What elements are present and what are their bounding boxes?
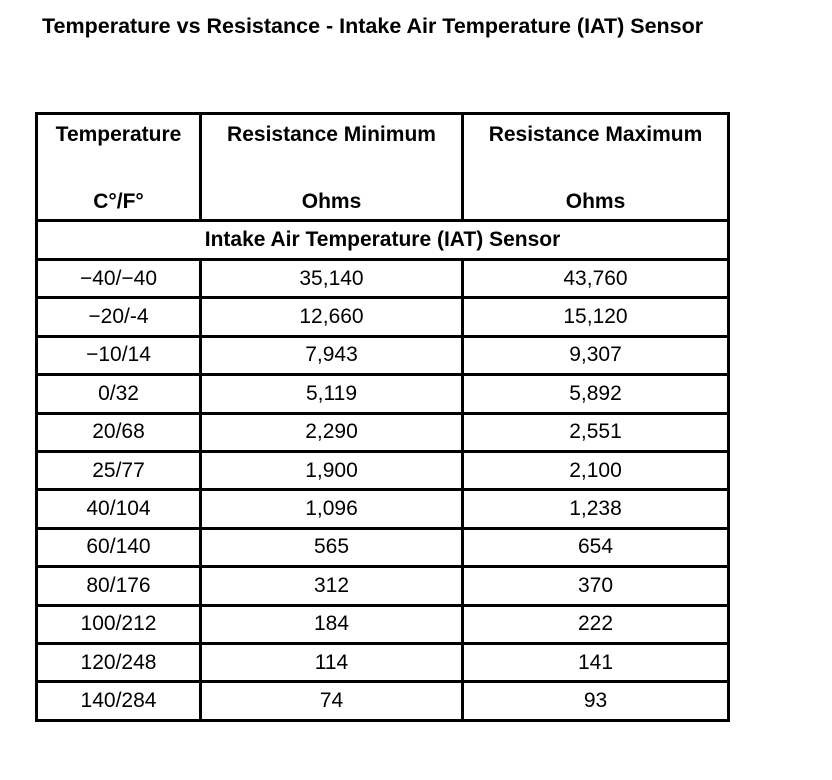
- table-row: [37, 260, 729, 298]
- resistance-max-cell: 5,892: [463, 375, 729, 413]
- table-row: [37, 413, 729, 451]
- temperature-cell: 80/176: [37, 567, 201, 605]
- temperature-cell: −40/−40: [37, 260, 201, 298]
- resistance-min-cell: 74: [201, 682, 463, 720]
- header-temperature-label: Temperature: [55, 123, 182, 146]
- resistance-min-cell: 565: [201, 528, 463, 566]
- resistance-min-cell: 35,140: [201, 260, 463, 298]
- resistance-max-cell: 141: [463, 643, 729, 681]
- table-row: [37, 375, 729, 413]
- resistance-max-cell: 93: [463, 682, 729, 720]
- table-row: [37, 567, 729, 605]
- table-row: [37, 490, 729, 528]
- table-row: [37, 643, 729, 681]
- header-resistance-max: [463, 114, 729, 221]
- resistance-max-cell: 654: [463, 528, 729, 566]
- temperature-cell: 100/212: [37, 605, 201, 643]
- header-temperature-unit: C°/F°: [93, 190, 144, 213]
- resistance-max-cell: 15,120: [463, 298, 729, 336]
- table-row: [37, 298, 729, 336]
- table-row: [37, 605, 729, 643]
- resistance-max-cell: 222: [463, 605, 729, 643]
- resistance-min-cell: 114: [201, 643, 463, 681]
- resistance-min-cell: 184: [201, 605, 463, 643]
- table-row: [37, 528, 729, 566]
- resistance-min-cell: 12,660: [201, 298, 463, 336]
- table-row: [37, 682, 729, 720]
- header-resistance-min-label: Resistance Minimum: [227, 123, 436, 146]
- resistance-min-cell: 312: [201, 567, 463, 605]
- resistance-max-cell: 9,307: [463, 336, 729, 374]
- resistance-max-cell: 370: [463, 567, 729, 605]
- resistance-min-cell: 5,119: [201, 375, 463, 413]
- resistance-table: [35, 112, 730, 722]
- header-resistance-max-unit: Ohms: [565, 190, 626, 213]
- document-title: Temperature vs Resistance - Intake Air Temperature (IAT) Sensor: [42, 14, 704, 38]
- temperature-cell: 20/68: [37, 413, 201, 451]
- temperature-cell: 40/104: [37, 490, 201, 528]
- temperature-cell: 25/77: [37, 451, 201, 489]
- resistance-min-cell: 1,900: [201, 451, 463, 489]
- resistance-min-cell: 7,943: [201, 336, 463, 374]
- temperature-cell: 140/284: [37, 682, 201, 720]
- temperature-cell: −20/-4: [37, 298, 201, 336]
- resistance-max-cell: 43,760: [463, 260, 729, 298]
- section-label: Intake Air Temperature (IAT) Sensor: [37, 221, 729, 260]
- temperature-cell: −10/14: [37, 336, 201, 374]
- resistance-min-cell: 1,096: [201, 490, 463, 528]
- resistance-min-cell: 2,290: [201, 413, 463, 451]
- table-row: [37, 336, 729, 374]
- resistance-max-cell: 2,100: [463, 451, 729, 489]
- temperature-cell: 0/32: [37, 375, 201, 413]
- header-temperature: [37, 114, 201, 221]
- table-row: [37, 451, 729, 489]
- temperature-cell: 60/140: [37, 528, 201, 566]
- section-row: [37, 221, 729, 260]
- resistance-max-cell: 1,238: [463, 490, 729, 528]
- temperature-cell: 120/248: [37, 643, 201, 681]
- resistance-max-cell: 2,551: [463, 413, 729, 451]
- table-header-row: [37, 114, 729, 221]
- header-resistance-max-label: Resistance Maximum: [488, 123, 703, 146]
- table-body: [37, 221, 729, 721]
- header-resistance-min-unit: Ohms: [301, 190, 362, 213]
- header-resistance-min: [201, 114, 463, 221]
